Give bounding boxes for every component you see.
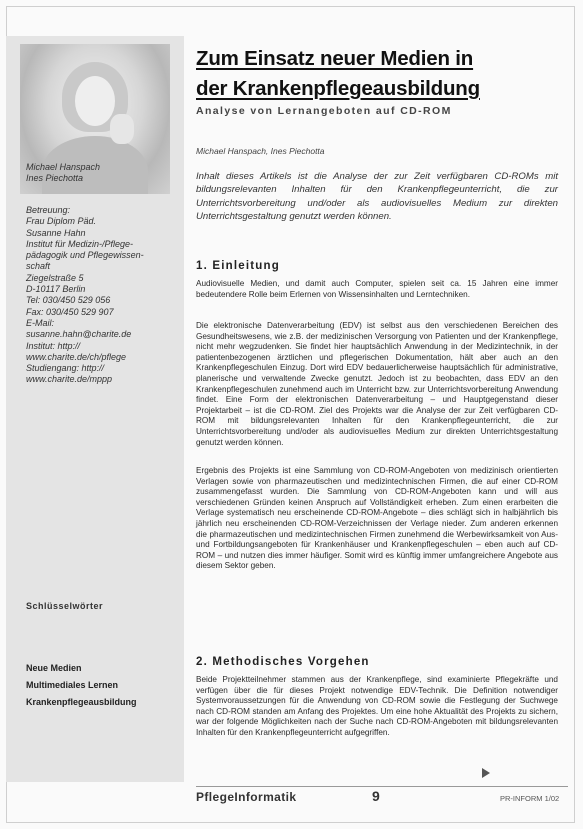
contact-line: E-Mail: [26,317,55,328]
contact-line: Fax: 030/450 529 907 [26,306,114,317]
sidebar-author: Ines Piechotta [26,173,84,183]
section-heading: 2. Methodisches Vorgehen [196,656,370,668]
title-line: der Krankenpflegeausbildung [196,77,480,100]
contact-line: Ziegelstraße 5 [26,272,84,283]
section-heading: 1. Einleitung [196,260,280,272]
contact-line: Susanne Hahn [26,227,86,238]
contact-url-link[interactable]: www.charite.de/mppp [26,374,113,385]
sidebar-contact [26,205,176,386]
contact-email-link[interactable]: susanne.hahn@charite.de [26,329,132,340]
footer-issue: PR-INFORM 1/02 [500,794,560,803]
article-abstract: Inhalt dieses Artikels ist die Analyse der zur Zeit verfügbaren CD-ROMs mit bildungsrelevanten Inhalten für den Krankenpflegeunterricht, die zur Unterrichtsvorbereitung und/oder als audiovisuelles Medium zur direkten Unterrichtsgestaltung genutzt werden können. [196,171,558,223]
title-line: Zum Einsatz neuer Medien in [196,47,474,70]
article-subtitle: Analyse von Lernangeboten auf CD-ROM [196,105,452,117]
body-paragraph: Audiovisuelle Medien, und damit auch Computer, spielen seit ca. 15 Jahren eine immer bedeutendere Rolle beim Erlernen von Wissensinhalten und Lerntechniken. [196,279,558,299]
sidebar-authors [26,162,100,184]
keywords-list [26,660,137,711]
keyword: Multimediales Lernen [26,680,119,690]
footer-rule [196,786,568,787]
keywords-title: Schlüsselwörter [26,601,104,611]
contact-line: Frau Diplom Päd. [26,216,97,227]
sidebar-author: Michael Hanspach [26,162,101,172]
contact-line: pädagogik und Pflegewissen- [26,250,144,261]
body-paragraph: Ergebnis des Projekts ist eine Sammlung von CD-ROM-Angeboten von medizinisch orientierten Verlagen sowie von pharmazeutischen und medizintechnischen Firmen, die auf einer CD-ROM zusammengefasst wurden. Die Sammlung von CD-ROM-Angeboten kann und will aus verschiedenen Gründen keinen Anspruch auf Vollständigkeit erheben. Zum einen erarbeiten die Verlage systematisch neu erscheinende CD-ROM-Angebote – dies schlägt sich in halbjährlich bis jährlich neu erscheinenden CD-ROM-Verzeichnissen der Verlage nieder. Zum anderen erkennen die pharmazeutischen und medizintechnischen Firmen zunehmend die Werbewirksamkeit von Aus- und Fortbildungsangeboten für Krankenhäuser und Krankenpflegeschulen – eben auch auf CD-ROM – und nutzen dies immer häufiger. Somit wird es künftig immer umfangreichere Angebote aus diesem Sektor geben. [196,466,558,571]
page-number: 9 [372,788,380,804]
contact-line: Institut: http:// [26,340,81,351]
contact-line: Tel: 030/450 529 056 [26,295,111,306]
keyword: Krankenpflegeausbildung [26,697,137,707]
contact-line: schaft [26,261,51,272]
contact-line: Studiengang: http:// [26,363,105,374]
contact-line: D-10117 Berlin [26,284,86,295]
footer-journal: PflegeInformatik [196,790,297,804]
continue-arrow-icon [482,768,490,778]
contact-url-link[interactable]: www.charite.de/ch/pflege [26,351,127,362]
body-paragraph: Beide Projektteilnehmer stammen aus der Krankenpflege, sind examinierte Pflegekräfte und verfügen über die für dieses Projekt notwendige EDV-Technik. Die Definition notwendiger Systemvoraussetzungen für die Anwendung von CD-ROM sowie die Festlegung der Suchwege nach CD-ROM standen am Anfang des Projektes. Um eine hohe Aktualität des Projekts zu sichern, war der folgende Möglichkeiten nach der Suche nach CD-ROM-Angeboten mit bildungsrelevanten Inhalten für den Krankenpflegeunterricht aufgegriffen. [196,675,558,737]
keyword: Neue Medien [26,663,82,673]
contact-line: Institut für Medizin-/Pflege- [26,238,134,249]
contact-line: Betreuung: [26,205,71,215]
body-paragraph: Die elektronische Datenverarbeitung (EDV) ist selbst aus den verschiedenen Bereichen des Gesundheitswesens, wie z.B. der medizinischen Versorgung von Patienten und der Krankenpflege, nicht mehr wegzudenken. Sie findet hier hauptsächlich Anwendung in der Medizintechnik, in der patientenbezogenen ärztlichen und pflegerischen Dokumentation, hält aber auch an den Krankenpflegeschulen Einzug. Dort wird EDV bedauerlicherweise hauptsächlich für administrative, planerische und verwaltende Zwecke genutzt. Jedoch ist zu beobachten, dass EDV an den Krankenpflegeschulen zunehmend auch im Unterricht bzw. zur Unterrichtsvorbereitung Anwendung findet. Eine Form der elektronischen Datenverarbeitung – und Hauptgegenstand dieser Projektarbeit – ist die CD-ROM. Ziel des Projekts war die Analyse der zur Zeit verfügbaren CD-ROM mit bildungsrelevanten Inhalten für den Krankenpflegeunterricht, die zur Unterrichtsvorbereitung und/oder als audiovisuelles Medium zur direkten Unterrichtsgestaltung genutzt werden können. [196,321,558,447]
article-title [196,44,568,104]
article-byline: Michael Hanspach, Ines Piechotta [196,146,325,156]
